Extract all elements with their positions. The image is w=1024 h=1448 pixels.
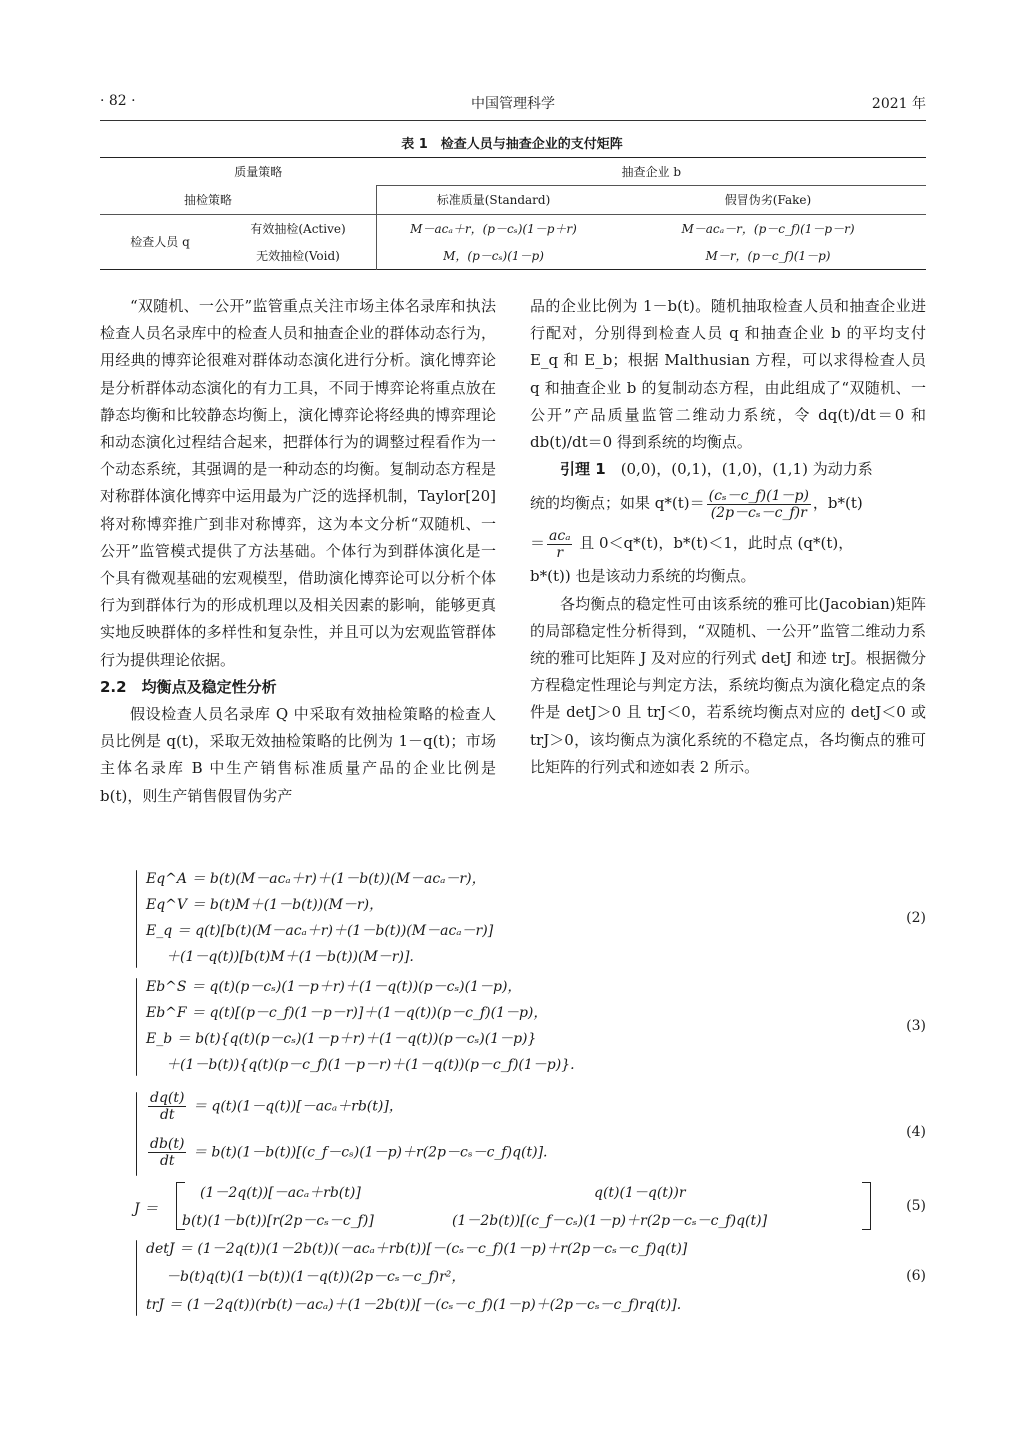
header-col-standard: 标准质量(Standard) — [436, 193, 551, 208]
equation-3: Eb^S ＝ q(t)(p－cₛ)(1－p＋r)＋(1－q(t))(p－cₛ)(1－p)， Eb^F ＝ q(t)[(p－c_f)(1－p－r)]＋(1－q(t))(p－c_f)(1－p)， E_b ＝ b(t){q(t)(p－cₛ)(1－p＋r)＋(1－q(t))(p－cₛ)(1－p)} ＋(1－b(t)){q(t)(p－c_f)(1－p－r)＋(1－q(t))(p－c_f)(1－p)}. (3) — [100, 976, 926, 1080]
running-header — [100, 93, 926, 115]
left-column — [100, 293, 496, 810]
header-firm-group: 抽查企业 b — [377, 158, 927, 186]
equation-number: (5) — [906, 1198, 926, 1214]
equation-5: J ＝ (1－2q(t))[－acₐ＋rb(t)] q(t)(1－q(t))r b(t)(1－b(t))[r(2p－cₛ－c_f)] (1－2b(t))[(c_f－cₛ)(1－p)＋r(2p－cₛ－c_f)q(t)] (5) — [100, 1182, 926, 1232]
matrix-bracket — [862, 1182, 871, 1230]
equation-4: $\frac{dq(t)}{dt}$ ＝ q(t)(1－q(t))[－acₐ＋rb(t)]， $\frac{db(t)}{dt}$ ＝ b(t)(1－b(t))[(c_f－cₛ)(1－p)＋r(2p－cₛ－c_f)q(t)]. (4) — [100, 1090, 926, 1180]
brace — [136, 1240, 137, 1316]
header-rule — [100, 120, 926, 121]
table-caption: 表 1 检查人员与抽查企业的支付矩阵 — [401, 137, 623, 152]
year: 2021 年 — [871, 96, 926, 112]
cell-void-standard: M，(p－cₛ)(1－p) — [443, 248, 544, 263]
lemma-label: 引理 1 — [560, 460, 606, 479]
table-row — [100, 214, 926, 242]
row-group-inspector: 检查人员 q — [130, 235, 190, 249]
cell-void-fake: M－r，(p－c_f)(1－p) — [705, 248, 831, 263]
equation-2: Eq^A ＝ b(t)(M－acₐ＋r)＋(1－b(t))(M－acₐ－r)， Eq^V ＝ b(t)M＋(1－b(t))(M－r)， E_q ＝ q(t)[b(t)(M－acₐ＋r)＋(1－b(t))(M－acₐ－r)] ＋(1－q(t))[b(t)M＋(1－b(t))(M－r)]. (2) — [100, 868, 926, 972]
row-label-active: 有效抽检(Active) — [220, 214, 377, 242]
brace — [136, 978, 137, 1076]
header-col-fake: 假冒伪劣(Fake) — [724, 193, 812, 208]
lemma-condition: 统的均衡点；如果 q*(t)＝ $\frac{\text{(cₛ－c\_f)(1－p)}}{\text{(2p－cₛ－c\_f)r}}$ ，b*(t) — [530, 487, 863, 521]
equation-number: (3) — [906, 1018, 926, 1034]
row-label-void: 无效抽检(Void) — [220, 242, 377, 270]
header-quality-strategy: 质量策略 — [234, 165, 283, 180]
lemma-fraction-2: $\frac{\text{acₐ}}{r}$ — [549, 527, 571, 561]
lemma-end: b*(t)) 也是该动力系统的均衡点。 — [530, 567, 756, 586]
equation-number: (4) — [906, 1124, 926, 1140]
section-heading: 2.2 均衡点及稳定性分析 — [100, 677, 277, 696]
equation-6: detJ ＝ (1－2q(t))(1－2b(t))(－acₐ＋rb(t))[－(cₛ－c_f)(1－p)＋r(2p－cₛ－c_f)q(t)] －b(t)q(t)(1－b(t))(1－q(t))(2p－cₛ－c_f)r²， trJ ＝ (1－2q(t))(rb(t)－acₐ)＋(1－2b(t))[－(cₛ－c_f)(1－p)＋(2p－cₛ－c_f)rq(t)]. (6) — [100, 1238, 926, 1318]
lemma-condition-2: ＝ $\frac{\text{acₐ}}{r}$ 且 0＜q*(t)，b*(t)＜1，此时点 (q*(t)， — [530, 527, 854, 561]
right-column — [530, 293, 926, 781]
cell-active-standard: M－acₐ＋r，(p－cₛ)(1－p＋r) — [410, 221, 577, 236]
paragraph: 各均衡点的稳定性可由该系统的雅可比(Jacobian)矩阵的局部稳定性分析得到，“双随机、一公开”监管二维动力系统的雅可比矩阵 J 及对应的行列式 detJ 和迹 trJ。根据微分方程稳定性理论与判定方法，系统均衡点为演化稳定点的条件是 detJ＞0 且 trJ＜0，若系统均衡点对应的 detJ＜0 或 trJ＞0，该均衡点为演化系统的不稳定点，各均衡点的雅可比矩阵的行列式和迹如表 2 所示。 — [530, 594, 926, 776]
table-row — [100, 242, 926, 270]
brace — [136, 1092, 137, 1176]
page-number: · 82 · — [100, 93, 136, 109]
paragraph: 品的企业比例为 1－b(t)。随机抽取检查人员和抽查企业进行配对，分别得到检查人员 q 和抽查企业 b 的平均支付 E_q 和 E_b；根据 Malthusian 方程，可以求得检查人员 q 和抽查企业 b 的复制动态方程，由此组成了“双随机、一公开”产品质量监管二维动力系统，令 dq(t)/dt＝0 和 db(t)/dt＝0 得到系统的均衡点。 — [530, 297, 926, 452]
paragraph: 假设检查人员名录库 Q 中采取有效抽检策略的检查人员比例是 q(t)，采取无效抽检策略的比例为 1－q(t)；市场主体名录库 B 中生产销售标准质量产品的企业比例是 b(t)，则生产销售假冒伪劣产 — [100, 705, 496, 805]
equation-number: (2) — [906, 910, 926, 926]
paragraph: “双随机、一公开”监管重点关注市场主体名录库和执法检查人员名录库中的检查人员和抽查企业的群体动态行为，用经典的博弈论很难对群体动态演化进行分析。演化博弈论是分析群体动态演化的有力工具，不同于博弈论将重点放在静态均衡和比较静态均衡上，演化博弈论将经典的博弈理论和动态演化过程结合起来，把群体行为的调整过程看作为一个动态系统，其强调的是一种动态的均衡。复制动态方程是对称群体演化博弈中运用最为广泛的选择机制，Taylor[20] 将对称博弈推广到非对称博弈，这为本文分析“双随机、一公开”监管模式提供了方法基础。个体行为到群体演化是一个具有微观基础的宏观模型，借助演化博弈论可以分析个体行为到群体行为的形成机理以及相关因素的影响，能够更真实地反映群体的多样性和复杂性，并且可以为宏观监管群体行为提供理论依据。 — [100, 297, 496, 669]
lemma-fraction: $\frac{\text{(cₛ－c\_f)(1－p)}}{\text{(2p－cₛ－c\_f)r}}$ — [708, 487, 809, 521]
lemma-1: 引理 1 (0,0)，(0,1)，(1,0)，(1,1) 为动力系 — [560, 460, 873, 479]
header-inspection-strategy: 抽检策略 — [100, 186, 377, 215]
brace — [136, 870, 137, 968]
cell-active-fake: M－acₐ－r，(p－c_f)(1－p－r) — [681, 221, 855, 236]
payoff-matrix-table — [100, 157, 926, 270]
journal-name: 中国管理科学 — [471, 96, 555, 112]
equation-number: (6) — [906, 1268, 926, 1284]
